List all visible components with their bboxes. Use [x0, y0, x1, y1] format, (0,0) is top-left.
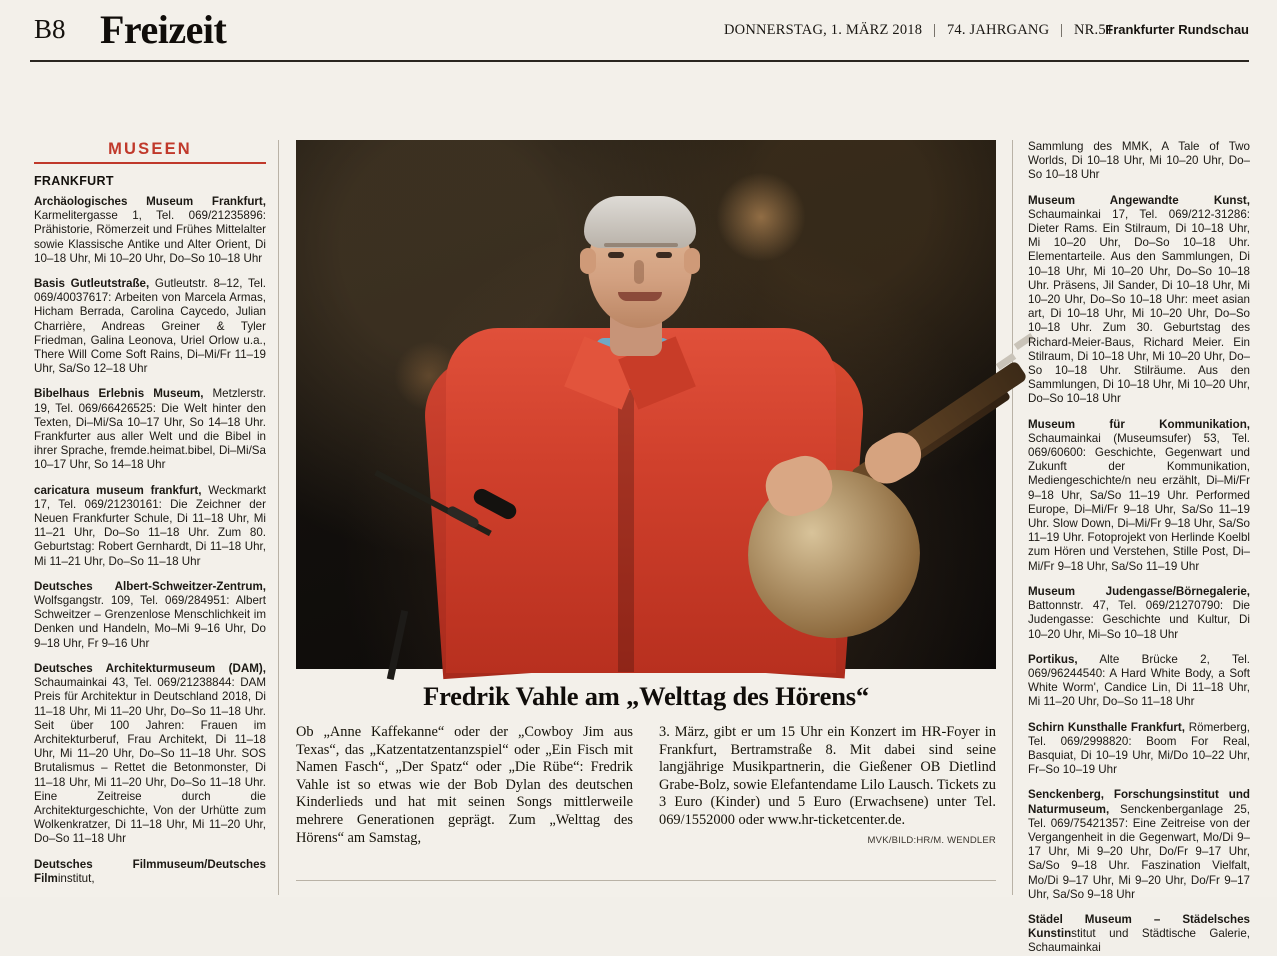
issue-date: DONNERSTAG, 1. MÄRZ 2018 — [724, 22, 923, 38]
museum-entry-name: Basis Gutleutstraße, — [34, 277, 150, 291]
musician-brows — [604, 243, 678, 247]
museum-entry-text: Wolfsgangstr. 109, Tel. 069/284951: Albert Schweitzer – Grenzenlose Menschlichkeit im Denken und Handeln, Mo–Mi 9–16 Uhr, Do 9–18 Uhr, Fr 9–16 Uhr — [34, 594, 266, 650]
museum-entry — [1028, 194, 1250, 407]
museum-entry-name: Senckenberg, Forschungsinstitut und Naturmuseum, — [1028, 788, 1250, 816]
museum-entry — [1028, 788, 1250, 902]
column-divider-left — [278, 140, 279, 895]
musician-ear-right — [684, 248, 700, 274]
feature-headline: Fredrik Vahle am „Welttag des Hörens“ — [423, 681, 869, 711]
musician-mouth — [618, 292, 662, 301]
issue-line — [724, 22, 1113, 39]
museum-entry-text: Römerberg, Tel. 069/2998820: Boom For Real, Basquiat, Di 10–19 Uhr, Mi/Do 10–22 Uhr, Fr–So 10–19 Uhr — [1028, 720, 1250, 777]
museum-entry-text: Senckenberganlage 25, Tel. 069/75421357: Eine Zeitreise von der Vergangenheit in die Gegenwart, Mo/Di 9–17 Uhr, Mi 9–20 Uhr, Do/Fr 9–17 Uhr, Sa/So 9–18 Uhr. Faszination Vielfalt, Mo/Di 9–17 Uhr, Mi 9–20 Uhr, Do/Fr 9–17 Uhr, Sa/So 9–18 Uhr — [1028, 802, 1250, 901]
issue-separator-1: | — [933, 22, 937, 38]
museum-entry-text: Alte Brücke 2, Tel. 069/96244540: A Hard White Body, a Soft White Worm', Candice Lin, Di 11–18 Uhr, Mi 11–20 Uhr, Do–So 11–18 Uhr — [1028, 652, 1250, 709]
museums-section-label: MUSEEN — [108, 140, 192, 158]
feature-photo — [296, 140, 996, 669]
museum-entry-name: Deutsches Albert-Schweitzer-Zentrum, — [34, 579, 266, 593]
museum-entry — [34, 387, 266, 472]
musician-eye-right — [656, 252, 672, 258]
column-museums-right — [1028, 140, 1250, 955]
museum-entry-name: Deutsches Architekturmuseum (DAM), — [34, 661, 266, 675]
museum-entry — [1028, 418, 1250, 574]
page-folio: B8 — [34, 14, 66, 44]
museum-entry-name: Schirn Kunsthalle Frankfurt, — [1028, 720, 1185, 734]
feature-body-column-right — [659, 724, 996, 849]
column-divider-right — [1012, 140, 1013, 895]
musician-nose — [634, 260, 644, 284]
museum-entry — [34, 484, 266, 569]
issue-separator-2: | — [1060, 22, 1064, 38]
musician-hair — [584, 196, 696, 248]
museum-entry — [34, 195, 266, 266]
museum-entry-text: Metzlerstr. 19, Tel. 069/66426525: Die Welt hinter den Texten, Di–Mi/Sa 10–17 Uhr, So 14–18 Uhr. Frankfurter aus aller Welt und die Bibel in ihrer Sprache, fremde.heimat.bibel, Di–Mi/Sa 10–17 Uhr, So 14–18 Uhr — [34, 387, 266, 472]
museum-entry-text: Schaumainkai 43, Tel. 069/21238844: DAM Preis für Architektur in Deutschland 2018, Di 11–18 Uhr, Mi 11–20 Uhr, Do–So 11–18 Uhr. Seit über 100 Jahren: Frauen im Architekturberuf, Frau Architekt, Di 11–18 Uhr, Mi 11–20 Uhr, Do–So 11–18 Uhr. SOS Brutalismus – Rettet die Betonmonster, Di 11–18 Uhr, Mi 11–20 Uhr, Do–So 11–18 Uhr. Eine Zeitreise durch die Architekturgeschichte, Von der Urhütte zum Wolkenkratzer, Di 11–18 Uhr, Mi 11–20 Uhr, Do–So 11–18 Uhr — [34, 676, 266, 846]
musician-ear-left — [580, 248, 596, 274]
museum-entry-text: Battonnstr. 47, Tel. 069/21270790: Die Judengasse: Geschichte und Kultur, Di 10–20 Uhr, Mi–So 10–18 Uhr — [1028, 599, 1250, 641]
museum-entry-continued — [1028, 140, 1250, 183]
photo-credit: MVK/BILD:HR/M. WENDLER — [867, 834, 996, 846]
column-museums-left — [34, 140, 266, 895]
issue-volume: 74. JAHRGANG — [946, 22, 1050, 38]
museum-entry-text: Weckmarkt 17, Tel. 069/21230161: Die Zeichner der Neuen Frankfurter Schule, Di 11–18 Uhr, Mi 11–21 Uhr, Do–So 11–18 Uhr. Zum 80. Geburtstag: Robert Gernhardt, Di 11–18 Uhr, Mi 11–21 Uhr, Do–So 11–18 Uhr — [34, 483, 267, 568]
museum-entry-name: Museum für Kommunikation, — [1028, 417, 1250, 431]
museum-entry-name: Archäologisches Museum Frankfurt, — [34, 195, 266, 208]
museum-entry-name: Museum Judengasse/Börnegalerie, — [1028, 584, 1250, 598]
museum-entry — [34, 580, 266, 651]
museum-entry — [34, 858, 266, 886]
paper-name: Frankfurter Rundschau — [1105, 22, 1249, 37]
feature-body-text: 3. März, gibt er um 15 Uhr ein Konzert im HR-Foyer in Frankfurt, Bertramstraße 8. Mit dabei sind seine langjährige Musikpartnerin, die Gießener OB Dietlind Grabe-Bolz, sowie Elefantendame Lilo Lausch. Tickets zu 3 Euro (Kinder) und 5 Euro (Erwachsene) unter Tel. 069/1552000 oder www.hr-ticketcenter.de. — [659, 724, 996, 828]
museum-entry — [1028, 913, 1250, 956]
museum-entry-name: Portikus, — [1028, 652, 1078, 666]
museum-entry-text: Gutleutstr. 8–12, Tel. 069/40037617: Arbeiten von Marcela Armas, Hicham Berrada, Carolina Caycedo, Julian Charrière, Andreas Greiner & Tyler Friedman, Galina Leonova, Uriel Orlow u.a., There Will Come Soft Rains, Di–Mi/Fr 11–19 Uhr, Sa/So 12–18 Uhr — [34, 277, 266, 376]
stage-light-glow — [716, 172, 806, 262]
museum-entry-text: Schaumainkai (Museumsufer) 53, Tel. 069/60600: Geschichte, Gegenwart und Zukunft der Kommunikation, Mediengeschichte/n neu erzählt, Di–Mi/Fr 9–18 Uhr, Sa/So 11–19 Uhr. Performed Europe, Di–Mi/Fr 9–18 Uhr, Sa/So 11–19 Uhr. Slow Down, Di–Mi/Fr 9–18 Uhr, Sa/So 11–19 Uhr. Fotoprojekt von Herlinde Koelbl zum Hören und Verstehen, Stille Post, Di–Mi/Fr 9–18 Uhr, Sa/So 11–19 Uhr — [1028, 431, 1250, 573]
city-label: FRANKFURT — [34, 174, 114, 188]
section-title: Freizeit — [100, 7, 227, 52]
issue-number: NR.51 — [1074, 22, 1114, 38]
museum-entry-name: caricatura museum frankfurt, — [34, 483, 202, 497]
shirt-placket — [618, 372, 634, 672]
museum-entry-name: Museum Angewandte Kunst, — [1028, 193, 1250, 207]
museum-entry-text: Schaumainkai 17, Tel. 069/212-31286: Dieter Rams. Ein Stilraum, Di 10–18 Uhr, Mi 10–20 Uhr, Do–So 10–18 Uhr. Elementarteile. Aus den Sammlungen, Di 10–18 Uhr, Mi 10–20 Uhr, Do–So 10–18 Uhr. Präsens, Jil Sander, Di 10–18 Uhr, Mi 10–20 Uhr, Do–So 10–18 Uhr: meet asian art, Di 10–18 Uhr, Mi 10–20 Uhr, Do–So 10–18 Uhr. Zum 30. Geburtstag des Richard-Meier-Baus, Richard Meier. Ein Stilraum, Di 10–18 Uhr, Mi 10–20 Uhr, Do–So 10–18 Uhr. Stilräume. Aus den Sammlungen, Di 10–18 Uhr, Mi 10–20 Uhr, Do–So 10–18 Uhr — [1028, 207, 1250, 406]
masthead-rule — [30, 60, 1249, 62]
museum-entry — [34, 662, 266, 847]
feature-bottom-rule — [296, 880, 996, 881]
museum-entry-name: Deutsches Filmmuseum/Deutsches Film — [34, 857, 266, 885]
museum-entry — [1028, 721, 1250, 778]
museum-entry — [34, 277, 266, 376]
musician-eye-left — [608, 252, 624, 258]
feature-body-column-left: Ob „Anne Kaffekanne“ oder der „Cowboy Jim aus Texas“, das „Katzentatzentanzspiel“ oder „Ein Fisch mit Namen Fasch“, „Der Spatz“ oder „Die Rübe“: Fredrik Vahle ist so etwas wie der Bob Dylan des deutschen Kinderlieds und hat mit seinen Songs mittlerweile mehrere Generationen geprägt. Zum „Welttag des Hörens“ am Samstag, — [296, 724, 633, 846]
feature-block — [296, 140, 996, 849]
museum-entry — [1028, 653, 1250, 710]
museum-entry-name: Bibelhaus Erlebnis Museum, — [34, 387, 204, 401]
museum-entry-text: Sammlung des MMK, A Tale of Two Worlds, Di 10–18 Uhr, Mi 10–20 Uhr, Do–So 10–18 Uhr — [1028, 140, 1250, 182]
feature-body — [296, 724, 996, 849]
museums-section-rule — [34, 162, 266, 164]
museum-entry-text: stitut und Städtische Galerie, Schaumainkai — [1028, 927, 1250, 955]
masthead — [0, 0, 1277, 64]
museum-entry — [1028, 585, 1250, 642]
museum-entry-text: Karmelitergasse 1, Tel. 069/21235896: Prähistorie, Römerzeit und Frühes Mittelalter sowie Klassische Antike und Alter Orient, Di 10–18 Uhr, Mi 10–20 Uhr, Do–So 10–18 Uhr — [34, 209, 266, 265]
museum-entry-name: Städel Museum – Städelsches Kunstin — [1028, 912, 1250, 941]
museum-entry-text: institut, — [57, 871, 95, 885]
